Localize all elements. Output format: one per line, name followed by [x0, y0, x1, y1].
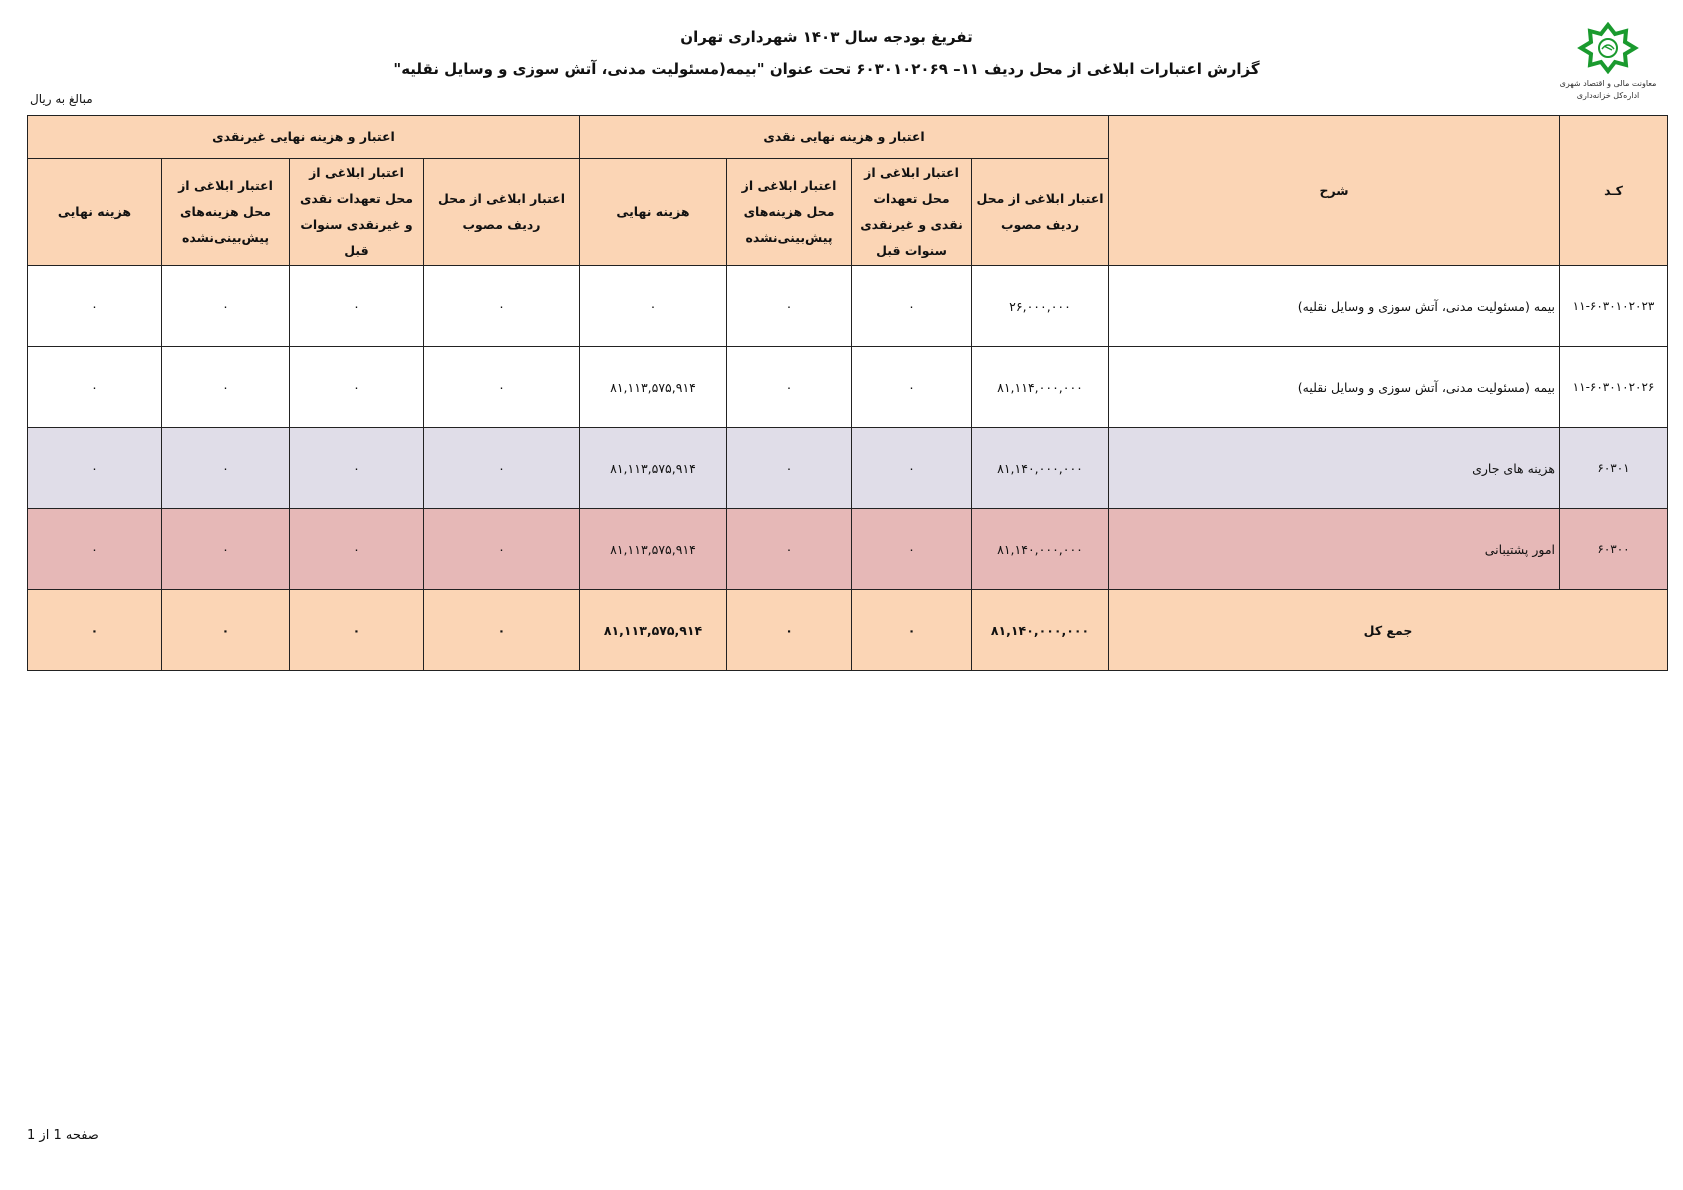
- cell: ۰: [852, 347, 972, 428]
- cell: ۰: [424, 266, 580, 347]
- currency-note: مبالغ به ریال: [30, 92, 93, 106]
- cell: ۰: [852, 590, 972, 671]
- row-code: ۶۰۳۰۱: [1560, 428, 1668, 509]
- cell: ۸۱,۱۱۴,۰۰۰,۰۰۰: [972, 347, 1109, 428]
- municipality-logo: [1548, 22, 1668, 102]
- tehran-municipality-emblem-icon: [1576, 22, 1640, 74]
- cell: ۸۱,۱۱۳,۵۷۵,۹۱۴: [580, 347, 727, 428]
- cell: ۰: [852, 266, 972, 347]
- cell: ۰: [852, 509, 972, 590]
- cell: ۰: [580, 266, 727, 347]
- cell: ۰: [28, 266, 162, 347]
- cell: ۰: [290, 509, 424, 590]
- cell: ۰: [28, 347, 162, 428]
- row-code: ۱۱-۶۰۳۰۱۰۲۰۲۳: [1560, 266, 1668, 347]
- table-row: [28, 428, 1668, 509]
- page-number: صفحه 1 از 1: [27, 1128, 99, 1143]
- cell: ۸۱,۱۴۰,۰۰۰,۰۰۰: [972, 590, 1109, 671]
- cell: ۰: [727, 428, 852, 509]
- cell: ۸۱,۱۱۳,۵۷۵,۹۱۴: [580, 590, 727, 671]
- cell: ۰: [727, 266, 852, 347]
- cell: ۰: [424, 428, 580, 509]
- cell: ۸۱,۱۱۳,۵۷۵,۹۱۴: [580, 428, 727, 509]
- report-subtitle: گزارش اعتبارات ابلاغی از محل ردیف ۱۱– ۶۰۳۰۱۰۲۰۶۹ تحت عنوان "بیمه(مسئولیت مدنی، آتش سوزی و وسایل نقلیه": [393, 60, 1260, 78]
- cell: ۰: [162, 347, 290, 428]
- header-cash-unforeseen: اعتبار ابلاغی از محل هزینه‌های پیش‌بینی‌نشده: [727, 159, 852, 266]
- cell: ۰: [162, 428, 290, 509]
- header-noncash-unforeseen: اعتبار ابلاغی از محل هزینه‌های پیش‌بینی‌نشده: [162, 159, 290, 266]
- table-row: [28, 509, 1668, 590]
- header-cash-final: هزینه نهایی: [580, 159, 727, 266]
- cell: ۸۱,۱۴۰,۰۰۰,۰۰۰: [972, 428, 1109, 509]
- row-code: ۶۰۳۰۰: [1560, 509, 1668, 590]
- cell: ۰: [424, 590, 580, 671]
- cell: ۰: [290, 266, 424, 347]
- header-cash-approved: اعتبار ابلاغی از محل ردیف مصوب: [972, 159, 1109, 266]
- header-noncash-final: هزینه نهایی: [28, 159, 162, 266]
- total-label: جمع کل: [1109, 590, 1668, 671]
- cell: ۲۶,۰۰۰,۰۰۰: [972, 266, 1109, 347]
- cell: ۰: [28, 428, 162, 509]
- row-description: امور پشتیبانی: [1109, 509, 1560, 590]
- table-row: [28, 266, 1668, 347]
- header-group-cash: اعتبار و هزینه نهایی نقدی: [580, 116, 1109, 159]
- header-code: کـد: [1560, 116, 1668, 266]
- logo-line-2: اداره‌کل خزانه‌داری: [1576, 91, 1640, 100]
- header-cash-prior-commitments: اعتبار ابلاغی از محل تعهدات نقدی و غیرنقدی سنوات قبل: [852, 159, 972, 266]
- total-row: [28, 590, 1668, 671]
- cell: ۰: [28, 590, 162, 671]
- cell: ۰: [290, 347, 424, 428]
- header-group-noncash: اعتبار و هزینه نهایی غیرنقدی: [28, 116, 580, 159]
- row-description: بیمه (مسئولیت مدنی، آتش سوزی و وسایل نقلیه): [1109, 266, 1560, 347]
- budget-table: [27, 115, 1668, 671]
- cell: ۰: [290, 428, 424, 509]
- row-code: ۱۱-۶۰۳۰۱۰۲۰۲۶: [1560, 347, 1668, 428]
- header-noncash-approved: اعتبار ابلاغی از محل ردیف مصوب: [424, 159, 580, 266]
- header-description: شرح: [1109, 116, 1560, 266]
- cell: ۰: [162, 590, 290, 671]
- cell: ۰: [852, 428, 972, 509]
- header-noncash-prior-commitments: اعتبار ابلاغی از محل تعهدات نقدی و غیرنقدی سنوات قبل: [290, 159, 424, 266]
- cell: ۰: [424, 509, 580, 590]
- cell: ۰: [162, 266, 290, 347]
- cell: ۰: [424, 347, 580, 428]
- row-description: هزینه های جاری: [1109, 428, 1560, 509]
- cell: ۰: [727, 590, 852, 671]
- report-title: تفریغ بودجه سال ۱۴۰۳ شهرداری تهران: [680, 28, 973, 46]
- cell: ۰: [727, 347, 852, 428]
- table-row: [28, 347, 1668, 428]
- cell: ۰: [28, 509, 162, 590]
- logo-line-1: معاونت مالی و اقتصاد شهری: [1559, 79, 1657, 88]
- row-description: بیمه (مسئولیت مدنی، آتش سوزی و وسایل نقلیه): [1109, 347, 1560, 428]
- cell: ۰: [290, 590, 424, 671]
- cell: ۸۱,۱۱۳,۵۷۵,۹۱۴: [580, 509, 727, 590]
- cell: ۰: [162, 509, 290, 590]
- cell: ۸۱,۱۴۰,۰۰۰,۰۰۰: [972, 509, 1109, 590]
- cell: ۰: [727, 509, 852, 590]
